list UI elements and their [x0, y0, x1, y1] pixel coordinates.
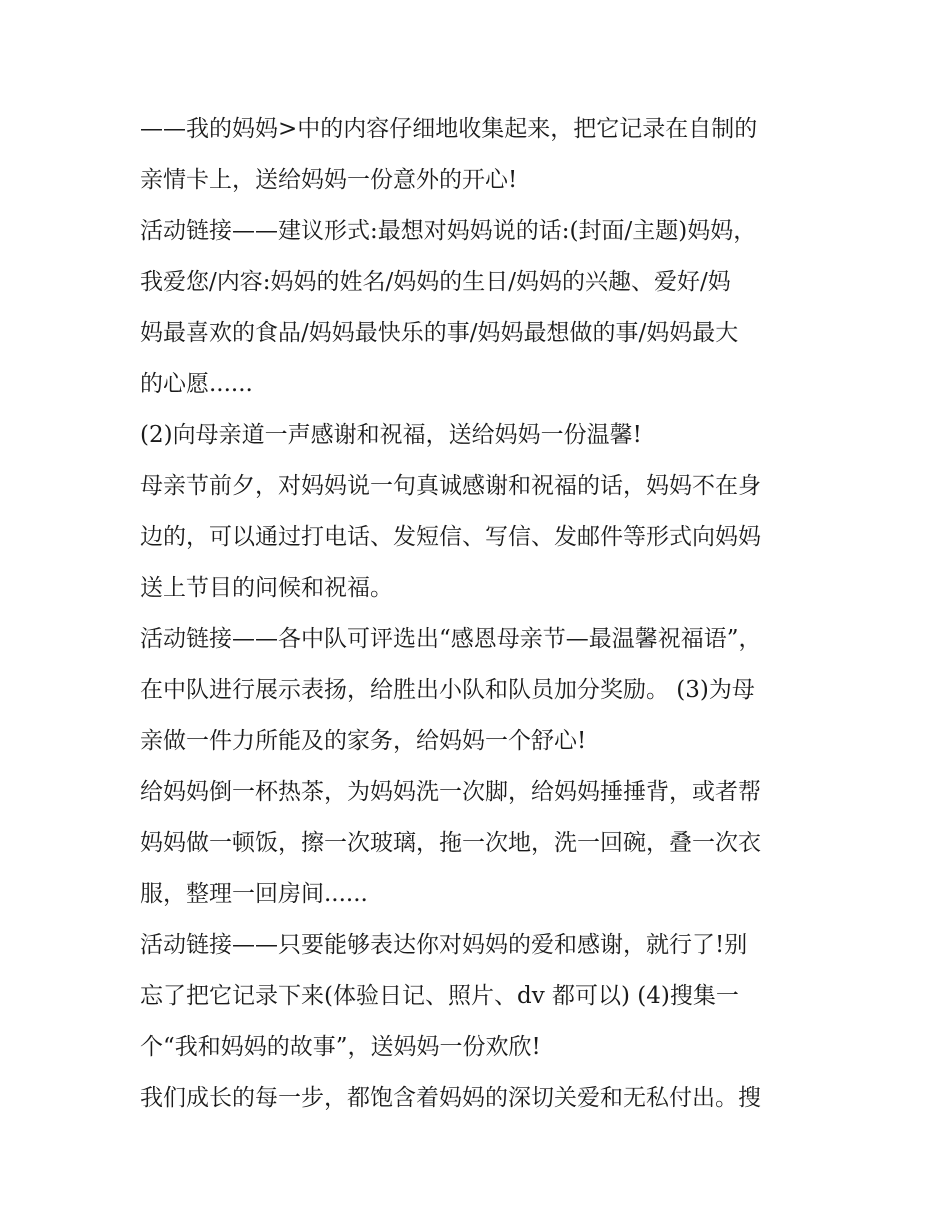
text-line: 我们成长的每一步，都饱含着妈妈的深切关爱和无私付出。搜 [140, 1085, 761, 1111]
text-line: 送上节目的问候和祝福。 [140, 575, 393, 601]
text-line: 亲做一件力所能及的家务，给妈妈一个舒心! [140, 728, 587, 754]
text-line: 活动链接——只要能够表达你对妈妈的爱和感谢，就行了!别 [140, 932, 748, 958]
text-line: 忘了把它记录下来(体验日记、照片、dv 都可以) (4)搜集一 [140, 983, 739, 1009]
text-line: 边的，可以通过打电话、发短信、写信、发邮件等形式向妈妈 [140, 524, 761, 550]
text-line: 活动链接——各中队可评选出“感恩母亲节—最温馨祝福语”， [140, 626, 762, 652]
text-line: (2)向母亲道一声感谢和祝福，送给妈妈一份温馨! [140, 422, 642, 448]
text-line: 服，整理一回房间...... [140, 881, 368, 907]
text-line: 妈妈做一顿饭，擦一次玻璃，拖一次地，洗一回碗，叠一次衣 [140, 830, 761, 856]
text-line: 妈最喜欢的食品/妈妈最快乐的事/妈妈最想做的事/妈妈最大 [140, 320, 739, 346]
text-line: 亲情卡上，送给妈妈一份意外的开心! [140, 167, 518, 193]
text-line: 活动链接——建议形式:最想对妈妈说的话:(封面/主题)妈妈， [140, 218, 757, 244]
text-line: 个“我和妈妈的故事”，送妈妈一份欢欣! [140, 1034, 541, 1060]
text-line: 我爱您/内容:妈妈的姓名/妈妈的生日/妈妈的兴趣、爱好/妈 [140, 269, 731, 295]
text-line: 给妈妈倒一杯热茶，为妈妈洗一次脚，给妈妈捶捶背，或者帮 [140, 779, 761, 805]
text-line: 在中队进行展示表扬，给胜出小队和队员加分奖励。 (3)为母 [140, 677, 755, 703]
text-line: ——我的妈妈>中的内容仔细地收集起来，把它记录在自制的 [140, 116, 758, 142]
text-line: 母亲节前夕，对妈妈说一句真诚感谢和祝福的话，妈妈不在身 [140, 473, 761, 499]
document-body [140, 104, 820, 1124]
text-line: 的心愿...... [140, 371, 253, 397]
